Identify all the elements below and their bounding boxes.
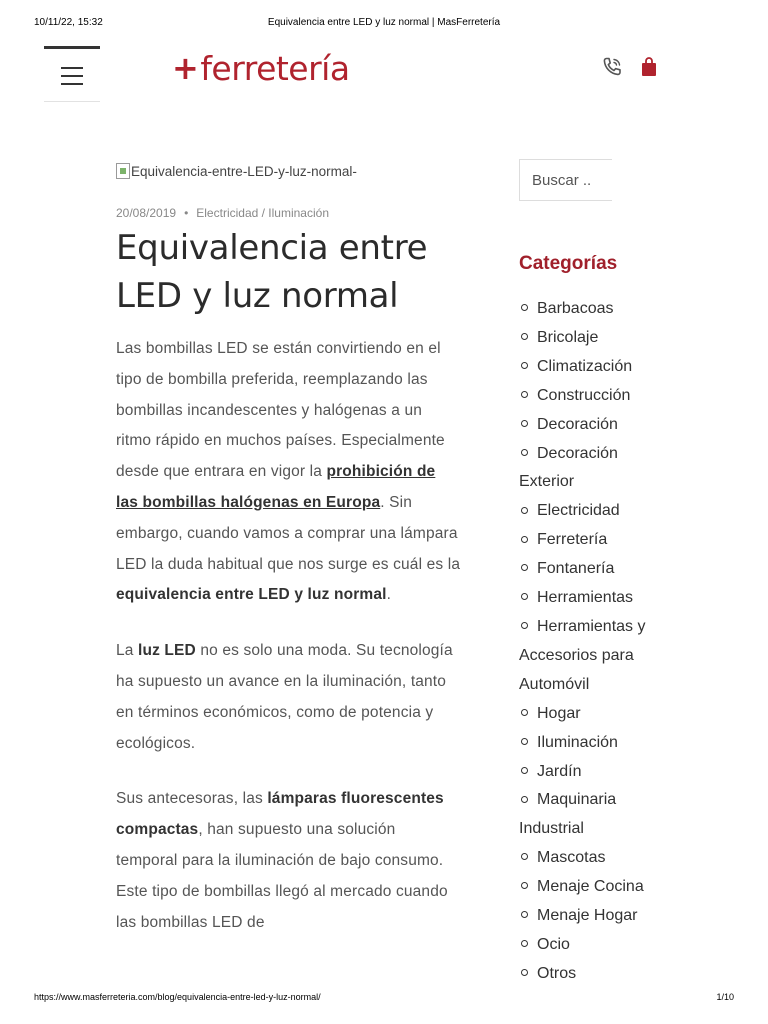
category-item[interactable]	[519, 786, 669, 844]
paragraph-text: , han supuesto una solución temporal para la iluminación de bajo consumo. Este tipo de bombillas llegó al mercado cuando las bombillas LED de	[116, 821, 448, 931]
bullet-icon	[521, 507, 528, 514]
hero-image-alt: Equivalencia-entre-LED-y-luz-normal-	[131, 163, 357, 179]
category-label: Otros	[537, 964, 577, 982]
search-input[interactable]	[519, 159, 612, 201]
bullet-icon	[521, 940, 528, 947]
bold-text: equivalencia entre LED y luz normal	[116, 586, 387, 604]
category-item[interactable]	[519, 411, 669, 440]
bullet-icon	[521, 853, 528, 860]
bullet-icon	[521, 593, 528, 600]
phone-icon[interactable]	[600, 55, 624, 79]
category-label: Climatización	[537, 357, 633, 375]
category-item[interactable]	[519, 729, 669, 758]
bullet-icon	[521, 564, 528, 571]
article-paragraph-1	[116, 334, 461, 611]
paragraph-text: Las bombillas LED se están convirtiendo en el tipo de bombilla preferida, reemplazando las bombillas incandescentes y halógenas a un ritmo rápido en muchos países. Especialmente desde que entrara en vigor la	[116, 340, 445, 481]
category-label: Ocio	[537, 935, 570, 953]
category-item[interactable]	[519, 555, 669, 584]
category-label: Iluminación	[537, 733, 618, 751]
categories-title: Categorías	[519, 253, 618, 274]
category-item[interactable]	[519, 497, 669, 526]
category-item[interactable]	[519, 613, 669, 700]
category-label: Herramientas y Accesorios para Automóvil	[519, 617, 646, 693]
bullet-icon	[521, 622, 528, 629]
category-label: Hogar	[537, 704, 581, 722]
bullet-icon	[521, 391, 528, 398]
site-header	[0, 44, 768, 106]
print-header	[0, 17, 768, 33]
bullet-icon	[521, 536, 528, 543]
cart-icon[interactable]	[640, 56, 658, 78]
article-paragraph-2	[116, 636, 461, 759]
category-label: Barbacoas	[537, 300, 614, 317]
category-label: Menaje Hogar	[537, 907, 638, 925]
bullet-icon	[521, 738, 528, 745]
category-label: Bricolaje	[537, 328, 599, 346]
category-label: Jardín	[537, 762, 582, 780]
category-item[interactable]	[519, 700, 669, 729]
category-label: Mascotas	[537, 849, 606, 867]
menu-icon	[61, 67, 83, 91]
category-label: Construcción	[537, 386, 631, 404]
paragraph-text: .	[386, 586, 392, 604]
meta-separator: •	[184, 206, 189, 220]
logo-text: ferretería	[200, 48, 350, 88]
bullet-icon	[521, 304, 528, 311]
print-footer	[0, 992, 768, 1006]
category-item[interactable]	[519, 931, 669, 960]
category-label: Herramientas	[537, 589, 634, 607]
category-label: Electricidad	[537, 502, 620, 520]
category-item[interactable]	[519, 440, 669, 498]
article	[116, 160, 461, 938]
category-item[interactable]	[519, 960, 669, 989]
bold-text: luz LED	[138, 642, 196, 660]
bullet-icon	[521, 969, 528, 976]
category-item[interactable]	[519, 382, 669, 411]
post-date: 20/08/2019	[116, 206, 177, 220]
halogen-ban-link[interactable]: prohibición de las bombillas halógenas en Europa	[116, 463, 436, 511]
category-item[interactable]	[519, 844, 669, 873]
print-page-number: 1/10	[716, 992, 734, 1002]
category-item[interactable]	[519, 758, 669, 787]
post-category-link[interactable]: Electricidad / Iluminación	[196, 206, 329, 220]
broken-image-icon	[116, 163, 130, 179]
bullet-icon	[521, 796, 528, 803]
menu-button[interactable]	[44, 46, 100, 102]
bullet-icon	[521, 767, 528, 774]
category-label: Decoración	[537, 415, 618, 433]
category-item[interactable]	[519, 324, 669, 353]
print-page-title: Equivalencia entre LED y luz normal | MasFerretería	[267, 17, 501, 28]
category-item[interactable]	[519, 295, 669, 324]
category-item[interactable]	[519, 353, 669, 382]
post-meta	[116, 206, 461, 220]
sidebar	[519, 159, 729, 989]
logo-plus: +	[172, 49, 199, 87]
bullet-icon	[521, 449, 528, 456]
category-item[interactable]	[519, 526, 669, 555]
paragraph-text: Sus antecesoras, las	[116, 790, 268, 808]
print-datetime: 10/11/22, 15:32	[34, 17, 103, 28]
category-label: Menaje Cocina	[537, 878, 644, 896]
article-paragraph-3	[116, 784, 461, 938]
category-item[interactable]	[519, 584, 669, 613]
categories-list	[519, 295, 669, 989]
paragraph-text: . Sin embargo, cuando vamos a comprar una lámpara LED la duda habitual que nos surge es cuál es la	[116, 493, 461, 573]
category-label: Maquinaria Industrial	[519, 791, 617, 838]
paragraph-text: La	[116, 642, 138, 660]
print-url: https://www.masferreteria.com/blog/equivalencia-entre-led-y-luz-normal/	[34, 992, 321, 1002]
bullet-icon	[521, 362, 528, 369]
category-item[interactable]	[519, 902, 669, 931]
site-logo[interactable]	[172, 50, 350, 86]
category-label: Decoración Exterior	[519, 444, 618, 491]
bold-text: lámparas fluorescentes compactas	[116, 790, 444, 839]
hero-image	[116, 160, 461, 182]
article-title: Equivalencia entre LED y luz normal	[116, 228, 428, 316]
paragraph-text: no es solo una moda. Su tecnología ha supuesto un avance en la iluminación, tanto en términos económicos, como de potencia y ecológicos.	[116, 642, 453, 752]
bullet-icon	[521, 911, 528, 918]
bullet-icon	[521, 333, 528, 340]
bullet-icon	[521, 420, 528, 427]
category-label: Fontanería	[537, 560, 615, 578]
category-label: Ferretería	[537, 531, 608, 549]
bullet-icon	[521, 882, 528, 889]
bullet-icon	[521, 709, 528, 716]
category-item[interactable]	[519, 873, 669, 902]
